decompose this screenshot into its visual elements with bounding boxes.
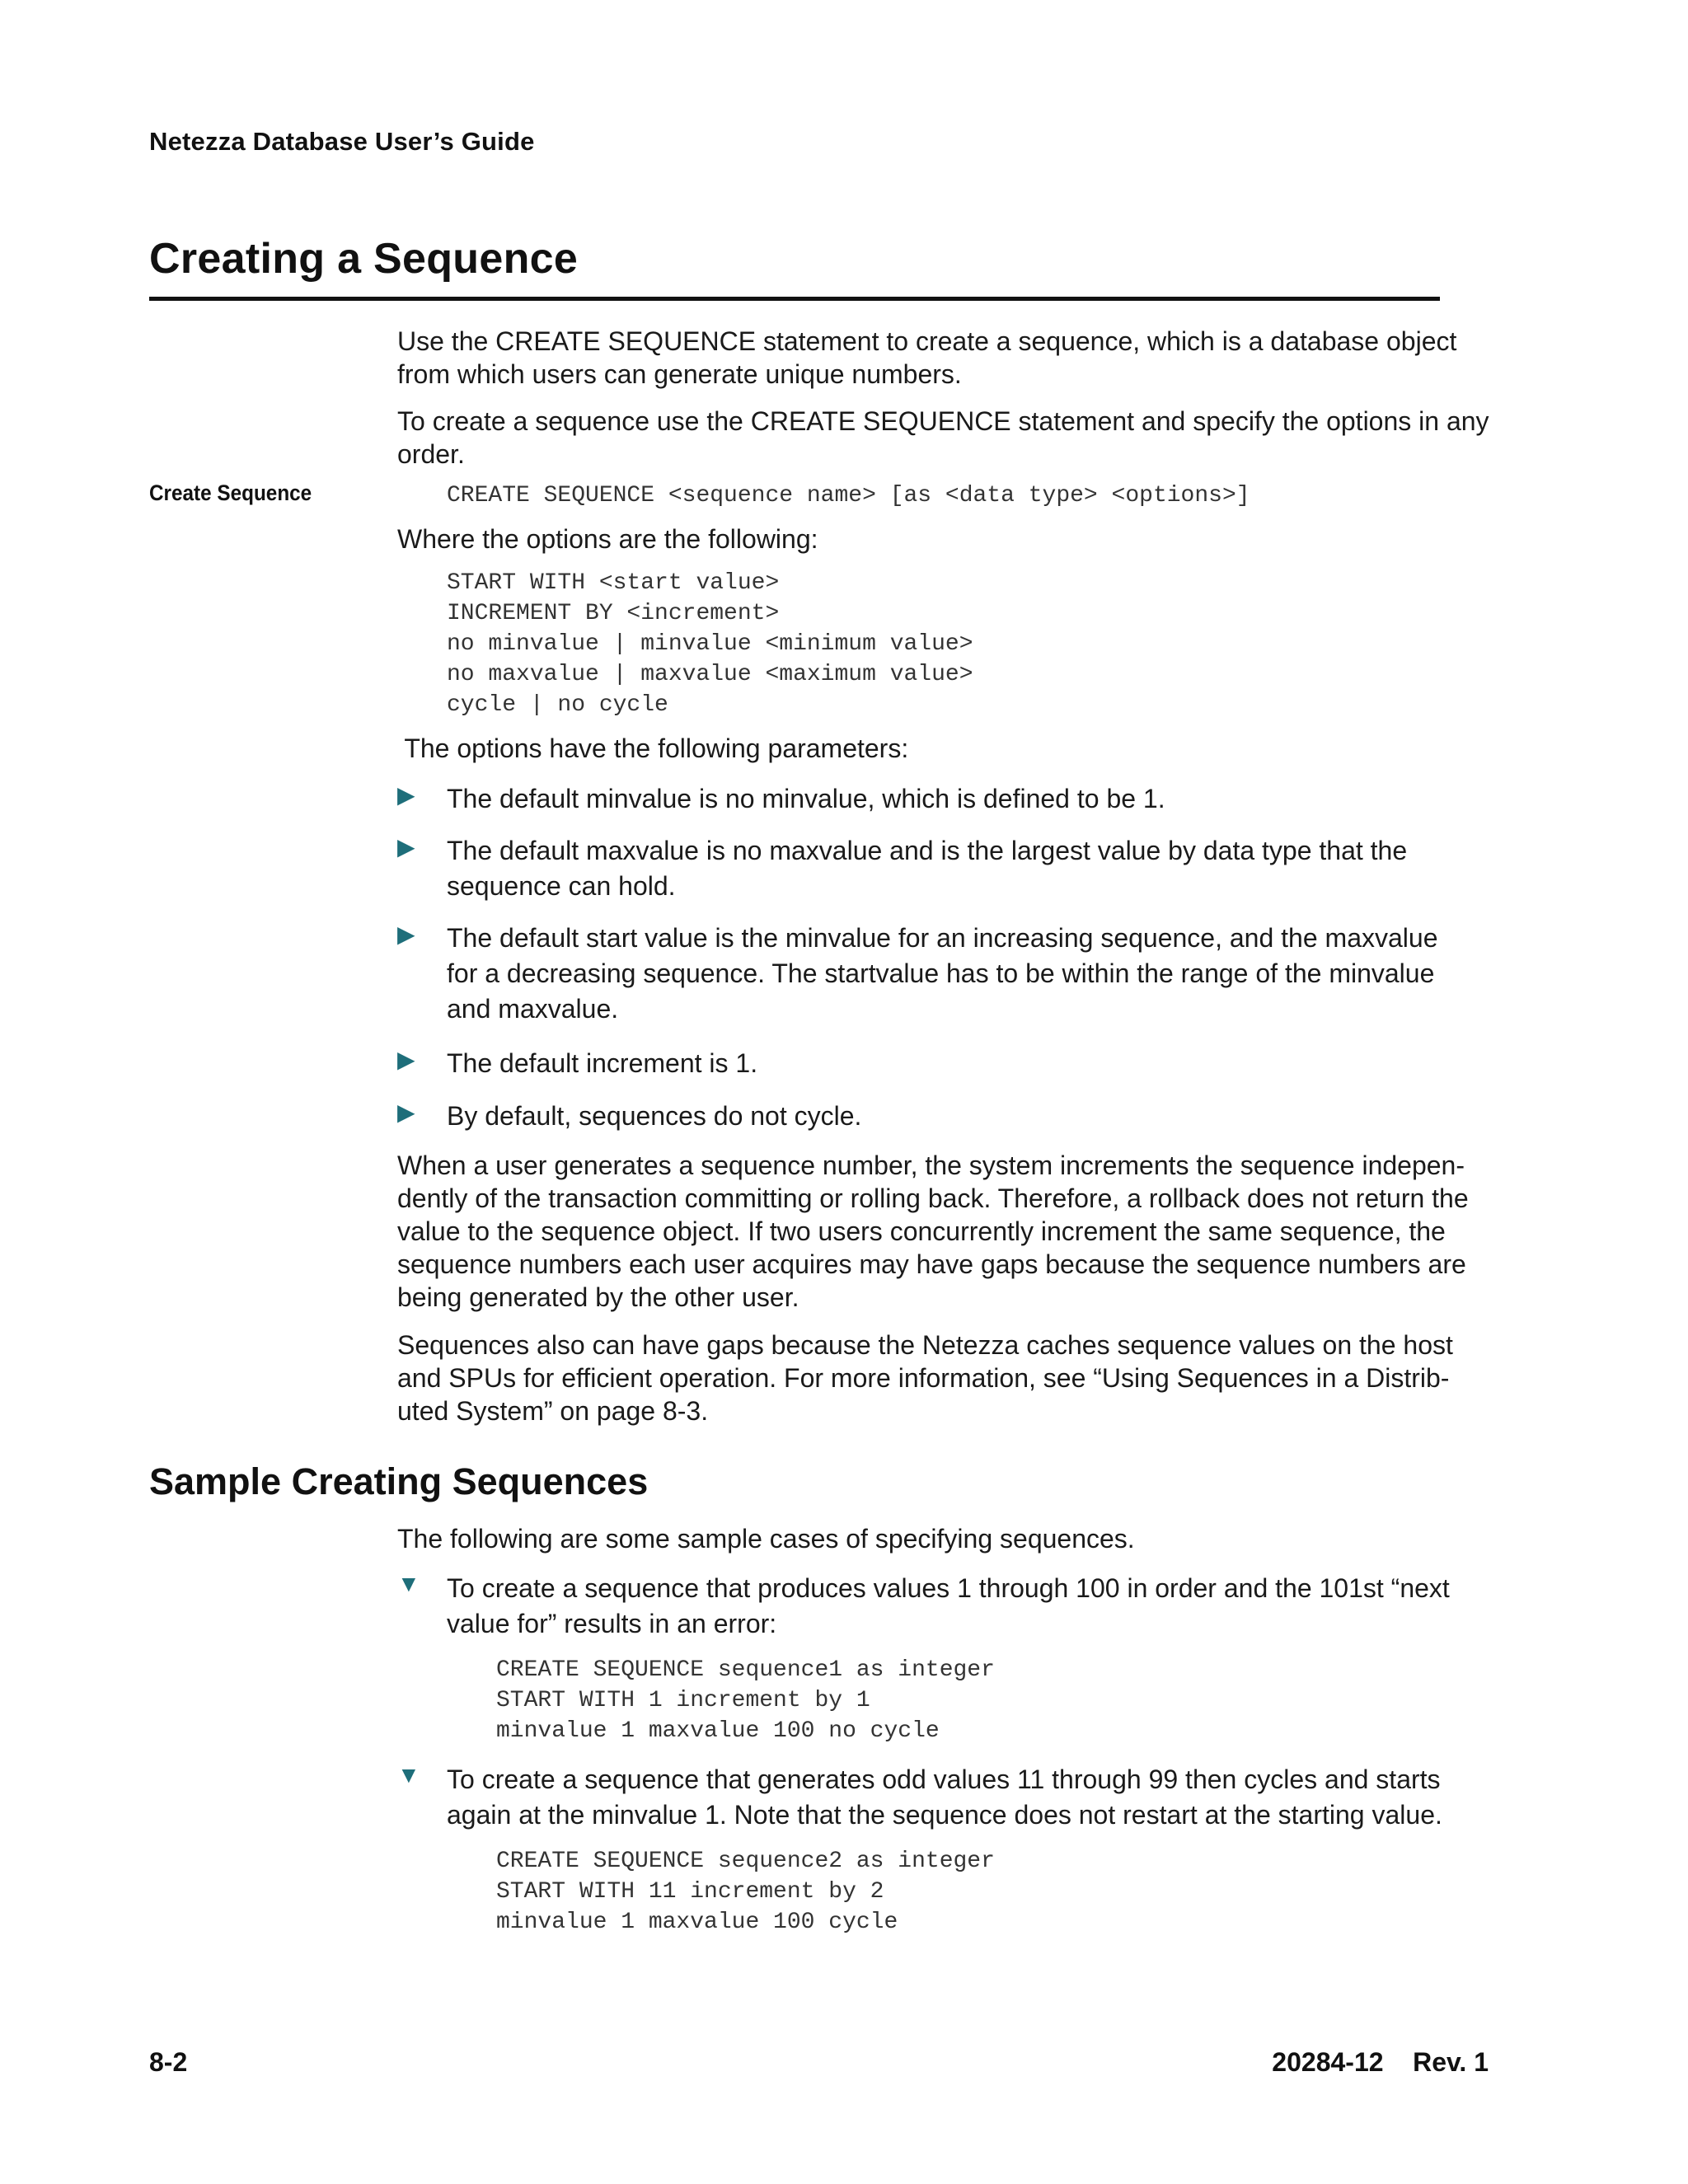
triangle-right-icon: ▶: [397, 1047, 415, 1072]
triangle-down-icon: ▼: [397, 1571, 420, 1596]
sample-code-1: CREATE SEQUENCE sequence1 as integer START WITH 1 increment by 1 minvalue 1 maxvalue 100 no cycle: [496, 1657, 995, 1744]
list-item: [397, 1762, 1493, 1833]
list-item-text: The default minvalue is no minvalue, which is defined to be 1.: [447, 784, 1165, 813]
syntax-code: CREATE SEQUENCE <sequence name> [as <data type> <options>]: [447, 483, 1250, 509]
triangle-right-icon: ▶: [397, 921, 415, 947]
intro-paragraph-1: Use the CREATE SEQUENCE statement to create a sequence, which is a database object from which users can generate unique numbers.: [397, 326, 1457, 389]
running-header: Netezza Database User’s Guide: [149, 127, 535, 156]
title-rule: [149, 297, 1440, 301]
side-label-create-sequence: Create Sequence: [149, 480, 312, 505]
triangle-down-icon: ▼: [397, 1762, 420, 1788]
section-title: Creating a Sequence: [149, 235, 579, 283]
cache-paragraph: Sequences also can have gaps because the Netezza caches sequence values on the host and SPUs for efficient operation. For more information, see “Using Sequences in a Distrib-uted System” on page 8-3.: [397, 1330, 1453, 1426]
list-item: [397, 1046, 1485, 1081]
list-item: [397, 1099, 1485, 1134]
list-item: [397, 833, 1485, 904]
list-item: [397, 781, 1485, 817]
list-item-text: To create a sequence that produces values 1 through 100 in order and the 101st “next value for” results in an error:: [447, 1573, 1450, 1638]
triangle-right-icon: ▶: [397, 782, 415, 808]
list-item-text: The default increment is 1.: [447, 1048, 758, 1078]
intro-paragraph-2: To create a sequence use the CREATE SEQUENCE statement and specify the options in any order.: [397, 406, 1489, 469]
sample-code-2: CREATE SEQUENCE sequence2 as integer START WITH 11 increment by 2 minvalue 1 maxvalue 100 cycle: [496, 1849, 995, 1935]
samples-intro: The following are some sample cases of specifying sequences.: [397, 1524, 1135, 1554]
list-item-text: By default, sequences do not cycle.: [447, 1101, 862, 1131]
document-id: 20284-12 Rev. 1: [1272, 2047, 1489, 2077]
list-item-text: The default start value is the minvalue for an increasing sequence, and the maxvalue for a decreasing sequence. The startvalue has to be within the range of the minvalue and maxvalue.: [447, 923, 1438, 1024]
params-intro: The options have the following parameters:: [397, 733, 909, 763]
rollback-paragraph: When a user generates a sequence number, the system increments the sequence indepen-dently of the transaction committing or rolling back. Therefore, a rollback does not return the value to the sequence object. If two users concurrently increment the same sequence, the sequence numbers each user acquires may have gaps because the sequence numbers are being generated by the other user.: [397, 1151, 1469, 1312]
list-item-text: The default maxvalue is no maxvalue and is the largest value by data type that the sequence can hold.: [447, 836, 1408, 901]
triangle-right-icon: ▶: [397, 834, 415, 860]
list-item-text: To create a sequence that generates odd values 11 through 99 then cycles and starts again at the minvalue 1. Note that the sequence does not restart at the starting value.: [447, 1765, 1442, 1830]
list-item: [397, 1571, 1493, 1642]
list-item: [397, 921, 1485, 1027]
options-intro: Where the options are the following:: [397, 524, 818, 554]
page-number: 8-2: [149, 2047, 188, 2077]
samples-title: Sample Creating Sequences: [149, 1460, 649, 1502]
options-code: START WITH <start value> INCREMENT BY <increment> no minvalue | minvalue <minimum value> no maxvalue | maxvalue <maximum value> cycle | no cycle: [447, 570, 973, 718]
triangle-right-icon: ▶: [397, 1099, 415, 1125]
